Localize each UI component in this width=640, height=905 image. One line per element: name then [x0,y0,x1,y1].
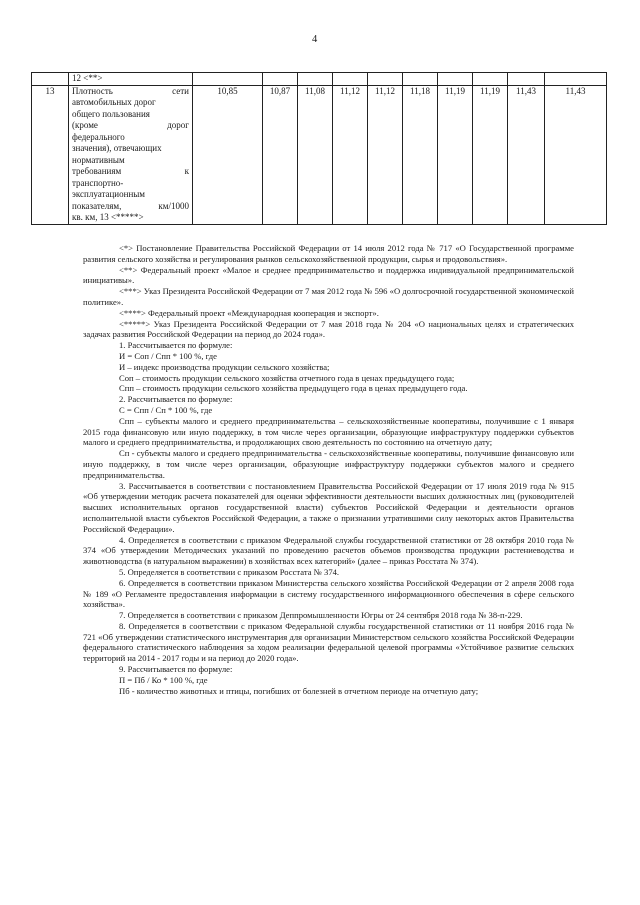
prev-cell [263,73,298,86]
item-paragraph: 6. Определяется в соответствии приказом Министерства сельского хозяйства Российской Федерации от 2 апреля 2008 года № 189 «О Регламенте предоставления информации в систему государственного информационного обеспечения в сфере сельского хозяйства». [83,577,574,610]
formula-term: Спп – субъекты малого и среднего предпринимательства – сельскохозяйственные кооперативы, получившие с 1 января 2015 года финансовую или иную поддержку, в том числе через организации, образующие инфраструктуру поддержки субъектов малого и среднего предпринимательства, и продолжающих свою деятельность по состоянию на отчетную дату; [83,415,574,448]
formula-term: Сп - субъекты малого и среднего предпринимательства - сельскохозяйственные кооперативы, получившие финансовую или иную поддержку, в том числе через организации, образующие инфраструктуру поддержки субъектов малого и среднего предпринимательства. [83,448,574,480]
item-paragraph: 3. Рассчитывается в соответствии с постановлением Правительства Российской Федерации от 17 июля 2019 года № 915 «Об утверждении методик расчета показателей для оценки эффективности деятельности высших должностных лиц (руководителей высших исполнительных органов государственной власти) субъектов Российской Федерации и деятельности органов исполнительной власти субъектов Российской Федерации, а также о признании утратившими силу некоторых актов Правительства Российской Федерации». [83,480,574,534]
name-line: эксплуатационным [72,189,146,199]
name-line: общего пользования [72,108,150,119]
name-line: нормативным [72,154,125,165]
page-number: 4 [312,34,318,45]
value-cell: 11,12 [333,85,368,224]
formula-term: Пб - количество животных и птицы, погибших от болезней в отчетном периоде на отчетную дату; [119,685,479,696]
prev-name-cell: 12 <**> [69,73,193,86]
item-paragraph: 5. Определяется в соответствии с приказом Росстата № 374. [119,566,340,577]
item-paragraph: 8. Определяется в соответствии с приказом Федеральной службы государственной статистики от 11 ноября 2016 года № 721 «Об утверждении статистического инструментария для организации Министерством сельского хозяйства Российской Федерации федерального статистического наблюдения за ходом реализации федеральной целевой программы «Устойчивое развитие сельских территорий на 2014 - 2017 годы и на период до 2020 года». [83,620,574,664]
value-cell: 11,43 [508,85,545,224]
name-line: автомобильных дорог [72,97,156,107]
item-heading: 2. Рассчитывается по формуле: [119,394,233,405]
item-heading: 9. Рассчитывается по формуле: [119,664,233,675]
document-body [83,243,574,696]
name-line: требованиям к [72,166,189,176]
prev-cell [333,73,368,86]
footnote: <**> Федеральный проект «Малое и среднее предпринимательство и поддержка индивидуальной предпринимательской инициативы». [83,264,574,286]
indicator-name [69,85,193,224]
item-paragraph: 7. Определяется в соответствии с приказом Деппромышленности Югры от 24 сентября 2018 года № 38-п-229. [119,610,523,621]
prev-cell [403,73,438,86]
value-cell: 11,19 [438,85,473,224]
value-cell: 11,43 [545,85,607,224]
prev-cell [545,73,607,86]
formula: С = Спп / Сп * 100 %, где [119,404,213,415]
prev-cell [193,73,263,86]
indicator-table [31,72,607,225]
footnote: <*> Постановление Правительства Российской Федерации от 14 июля 2012 года № 717 «О Государственной программе развития сельского хозяйства и регулирования рынков сельскохозяйственной продукции, сырья и продовольствия». [83,243,574,264]
row-number: 13 [32,85,69,224]
formula-term: Соп – стоимость продукции сельского хозяйства отчетного года в ценах предыдущего года; [119,372,455,383]
value-cell: 11,18 [403,85,438,224]
name-line: кв. км, 13 <*****> [72,212,144,222]
name-line: значения), отвечающих [72,143,162,153]
name-line: (кроме дорог [72,120,189,130]
footnote: <***> Указ Президента Российской Федерации от 7 мая 2012 года № 596 «О долгосрочной государственной экономической политике». [83,286,574,307]
name-line: федерального [72,131,125,142]
formula: И = Соп / Спп * 100 %, где [119,350,217,361]
formula: П = Пб / Ко * 100 %, где [119,674,208,685]
footnote: <*****> Указ Президента Российской Федерации от 7 мая 2018 года № 204 «О национальных целях и стратегических задачах развития Российской Федерации на период до 2024 года». [83,318,574,340]
prev-cell [438,73,473,86]
prev-cell [508,73,545,86]
prev-cell [368,73,403,86]
table-row-prev [32,73,607,86]
value-cell: 10,85 [193,85,263,224]
footnote: <****> Федеральный проект «Международная кооперация и экспорт». [119,307,379,318]
item-heading: 1. Рассчитывается по формуле: [119,340,233,351]
value-cell: 11,12 [368,85,403,224]
formula-term: И – индекс производства продукции сельского хозяйства; [119,361,330,372]
value-cell: 11,08 [298,85,333,224]
prev-cell [473,73,508,86]
formula-term: Спп – стоимость продукции сельского хозяйства предыдущего года в ценах предыдущего года. [119,383,468,394]
name-line: транспортно- [72,177,124,188]
value-cell: 10,87 [263,85,298,224]
name-line: Плотность сети [72,85,189,96]
item-paragraph: 4. Определяется в соответствии с приказом Федеральной службы государственной статистики от 28 октября 2010 года № 374 «Об утверждении Методических указаний по проведению расчетов объемов производства продукции растениеводства и животноводства (в натуральном выражении) в хозяйствах всех категорий» (далее – приказ Росстата № 374). [83,534,574,567]
value-cell: 11,19 [473,85,508,224]
prev-num-cell [32,73,69,86]
prev-cell [298,73,333,86]
table-row [32,85,607,224]
name-line: показателям, км/1000 [72,200,189,211]
